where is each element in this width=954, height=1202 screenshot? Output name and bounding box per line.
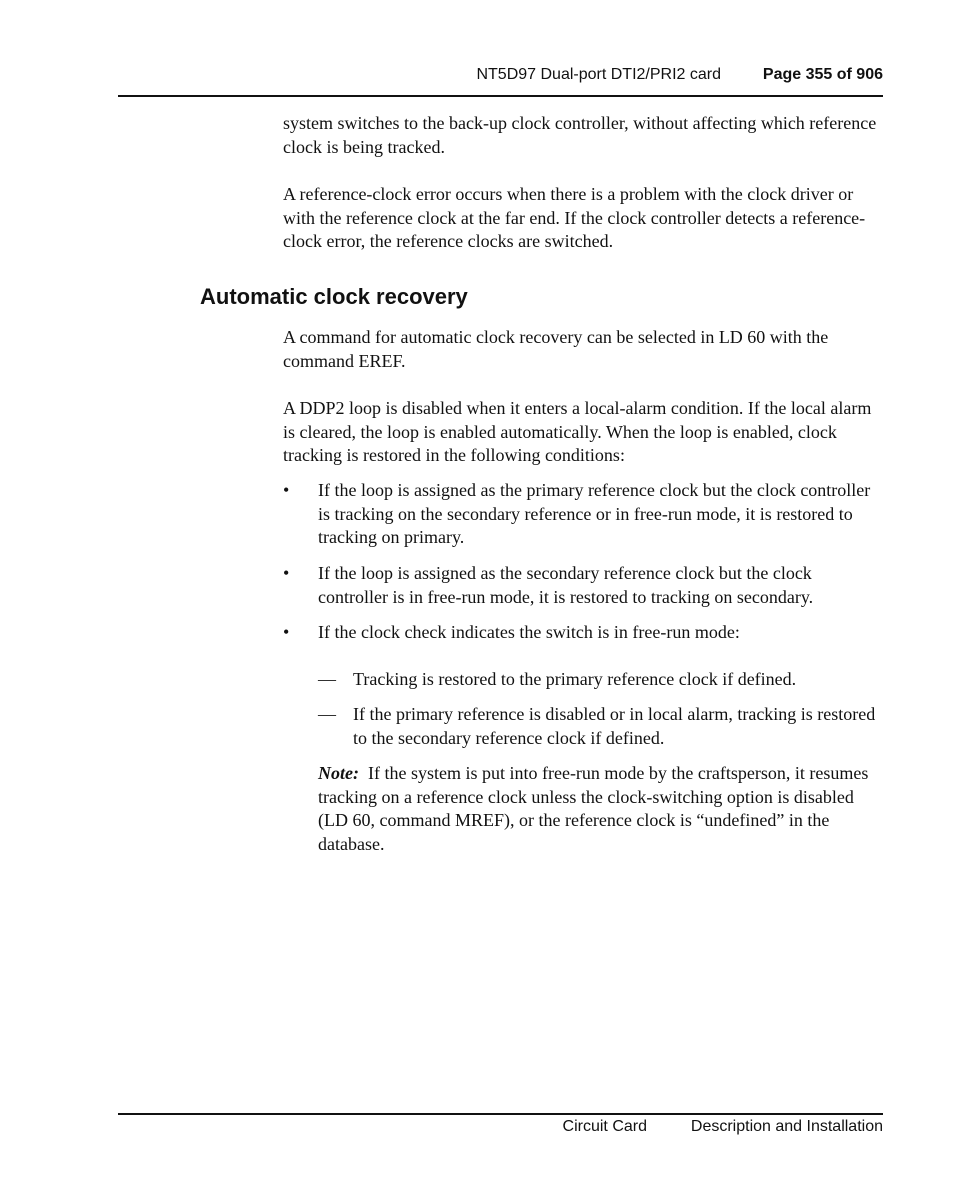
note bbox=[318, 762, 886, 856]
footer-right: Description and Installation bbox=[690, 1118, 883, 1135]
section-heading: Automatic clock recovery bbox=[200, 284, 468, 309]
footer-rule bbox=[118, 1113, 883, 1115]
dash-mark: — bbox=[318, 669, 336, 689]
dash-mark: — bbox=[318, 704, 336, 724]
list-item: If the loop is assigned as the primary reference clock but the clock controller is tracking on the secondary reference or in free-run mode, it is restored to tracking on primary. bbox=[318, 480, 871, 547]
list-item: If the clock check indicates the switch is in free-run mode: bbox=[318, 622, 740, 642]
note-label: Note: bbox=[318, 763, 359, 783]
bullet-mark: • bbox=[283, 622, 290, 642]
bullet-mark: • bbox=[283, 480, 290, 500]
sub-list-item: Tracking is restored to the primary reference clock if defined. bbox=[353, 669, 797, 689]
document-title: NT5D97 Dual-port DTI2/PRI2 card bbox=[476, 66, 721, 83]
bullet-mark: • bbox=[283, 563, 290, 583]
page-number: Page 355 of 906 bbox=[762, 66, 883, 83]
header-rule bbox=[118, 95, 883, 97]
continued-paragraph: system switches to the back-up clock controller, without affecting which reference clock is being tracked. bbox=[283, 113, 877, 157]
page-header bbox=[118, 64, 883, 88]
sub-list-item: If the primary reference is disabled or in local alarm, tracking is restored to the secondary reference clock if defined. bbox=[353, 704, 876, 748]
page-footer bbox=[118, 1118, 883, 1142]
reference-clock-error-paragraph: A reference-clock error occurs when there is a problem with the clock driver or with the reference clock at the far end. If the clock controller detects a reference-clock error, the reference clocks are switched. bbox=[283, 184, 866, 251]
eref-paragraph: A command for automatic clock recovery can be selected in LD 60 with the command EREF. bbox=[283, 327, 829, 371]
note-text: If the system is put into free-run mode by the craftsperson, it resumes tracking on a reference clock unless the clock-switching option is disabled (LD 60, command MREF), or the reference clock is “undefined” in the database. bbox=[318, 763, 869, 854]
list-item: If the loop is assigned as the secondary reference clock but the clock controller is in free-run mode, it is restored to tracking on secondary. bbox=[318, 563, 814, 607]
ddp2-paragraph: A DDP2 loop is disabled when it enters a local-alarm condition. If the local alarm is cleared, the loop is enabled automatically. When the loop is enabled, clock tracking is restored in the following conditions: bbox=[283, 398, 872, 465]
footer-left: Circuit Card bbox=[562, 1118, 647, 1135]
